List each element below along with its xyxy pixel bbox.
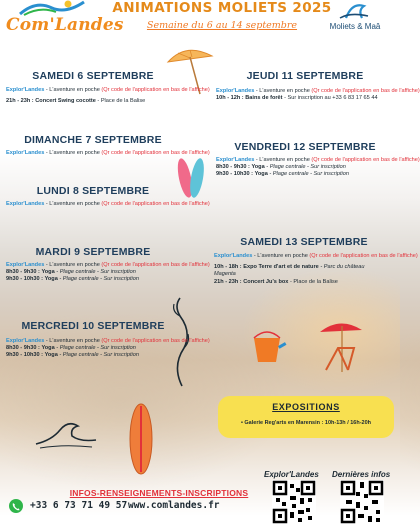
day-title: DIMANCHE 7 SEPTEMBRE (24, 134, 162, 146)
day-block-vendredi-12 (216, 141, 420, 179)
event-line: 8h30 - 9h30 : Yoga - Plage centrale - Sur inscription (6, 269, 136, 276)
activity-line: Explor'Landes - L'aventure en poche (Qr code de l'application en bas de l'affiche) (216, 88, 420, 94)
activity-line: Explor'Landes - L'aventure en poche (Qr code de l'application en bas de l'affiche) (6, 201, 210, 207)
day-block-mardi-9 (6, 246, 210, 284)
website-link[interactable]: www.comlandes.fr (128, 500, 220, 511)
day-title: SAMEDI 6 SEPTEMBRE (32, 70, 154, 82)
moliets-logo-icon (324, 0, 386, 22)
page-title: ANIMATIONS MOLIETS 2025 (112, 0, 332, 16)
info-heading: INFOS-RENSEIGNEMENTS-INSCRIPTIONS (69, 488, 249, 498)
event-line: 10h - 12h : Bains de forêt - Sur inscription au +33 6 83 17 65 44 (216, 95, 378, 102)
event-line: 21h - 23h : Concert Swing cocotte - Place de la Balise (6, 98, 146, 105)
exposition-title: EXPOSITIONS (272, 402, 340, 412)
event-line: 10h - 18h : Expo Terre d'art et de nature - Parc du château (214, 264, 365, 271)
day-title: VENDREDI 12 SEPTEMBRE (234, 141, 376, 153)
day-title: LUNDI 8 SEPTEMBRE (36, 185, 150, 197)
day-block-dimanche-7 (6, 134, 210, 157)
day-block-samedi-13 (214, 236, 418, 286)
phone-number[interactable]: +33 6 73 71 49 57 (30, 500, 128, 511)
event-line: 9h30 - 10h30 : Yoga - Plage centrale - Sur inscription (6, 276, 139, 283)
event-line-cont: Magenta (214, 271, 236, 278)
page-subtitle: Semaine du 6 au 14 septembre (146, 20, 298, 31)
activity-line: Explor'Landes - L'aventure en poche (Qr code de l'application en bas de l'affiche) (214, 253, 418, 259)
day-title: SAMEDI 13 SEPTEMBRE (240, 236, 368, 248)
event-line: 9h30 - 10h30 : Yoga - Plage centrale - Sur inscription (6, 352, 139, 359)
qr-label-explorlandes: Explor'Landes (264, 470, 319, 479)
day-title: MERCREDI 10 SEPTEMBRE (21, 320, 165, 332)
activity-line: Explor'Landes - L'aventure en poche (Qr code de l'application en bas de l'affiche) (6, 262, 210, 268)
moliets-logo (324, 0, 386, 36)
moliets-logo-text: Moliets & Maâ (329, 22, 381, 31)
event-line: 8h30 - 9h30 : Yoga - Plage centrale - Sur inscription (6, 345, 136, 352)
activity-line: Explor'Landes - L'aventure en poche (Qr code de l'application en bas de l'affiche) (6, 338, 210, 344)
comlandes-logo (2, 0, 124, 40)
event-line: 9h30 - 10h30 : Yoga - Plage centrale - Sur inscription (216, 171, 349, 178)
event-line: 8h30 - 9h30 : Yoga - Plage centrale - Sur inscription (216, 164, 346, 171)
bucket-icon (248, 324, 288, 364)
logo-text: Com'Landes (6, 15, 124, 35)
activity-line: Explor'Landes - L'aventure en poche (Qr code de l'application en bas de l'affiche) (216, 157, 420, 163)
event-line: 21h - 23h : Concert Ju's box - Place de la Balise (214, 278, 338, 285)
day-block-samedi-6 (6, 70, 210, 105)
surfboard-icon (126, 402, 156, 476)
day-block-jeudi-11 (216, 70, 420, 102)
day-title: MARDI 9 SEPTEMBRE (35, 246, 151, 258)
qr-label-infos: Dernières infos (332, 470, 391, 479)
qr-code-icon[interactable] (272, 480, 316, 524)
day-block-lundi-8 (6, 185, 210, 208)
beach-chair-icon (318, 320, 364, 374)
phone-icon (9, 499, 23, 513)
exposition-box (218, 396, 394, 438)
wave-icon (34, 420, 98, 450)
wave-logo-icon (16, 0, 88, 16)
activity-line: Explor'Landes - L'aventure en poche (Qr code de l'application en bas de l'affiche) (6, 150, 210, 156)
exposition-item: • Galerie Reg'arts en Marensin : 10h-13h / 16h-20h (240, 420, 372, 426)
qr-code-icon[interactable] (340, 480, 384, 524)
day-title: JEUDI 11 SEPTEMBRE (246, 70, 364, 82)
day-block-mercredi-10 (6, 320, 210, 360)
activity-line: Explor'Landes - L'aventure en poche (Qr code de l'application en bas de l'affiche) (6, 87, 210, 93)
